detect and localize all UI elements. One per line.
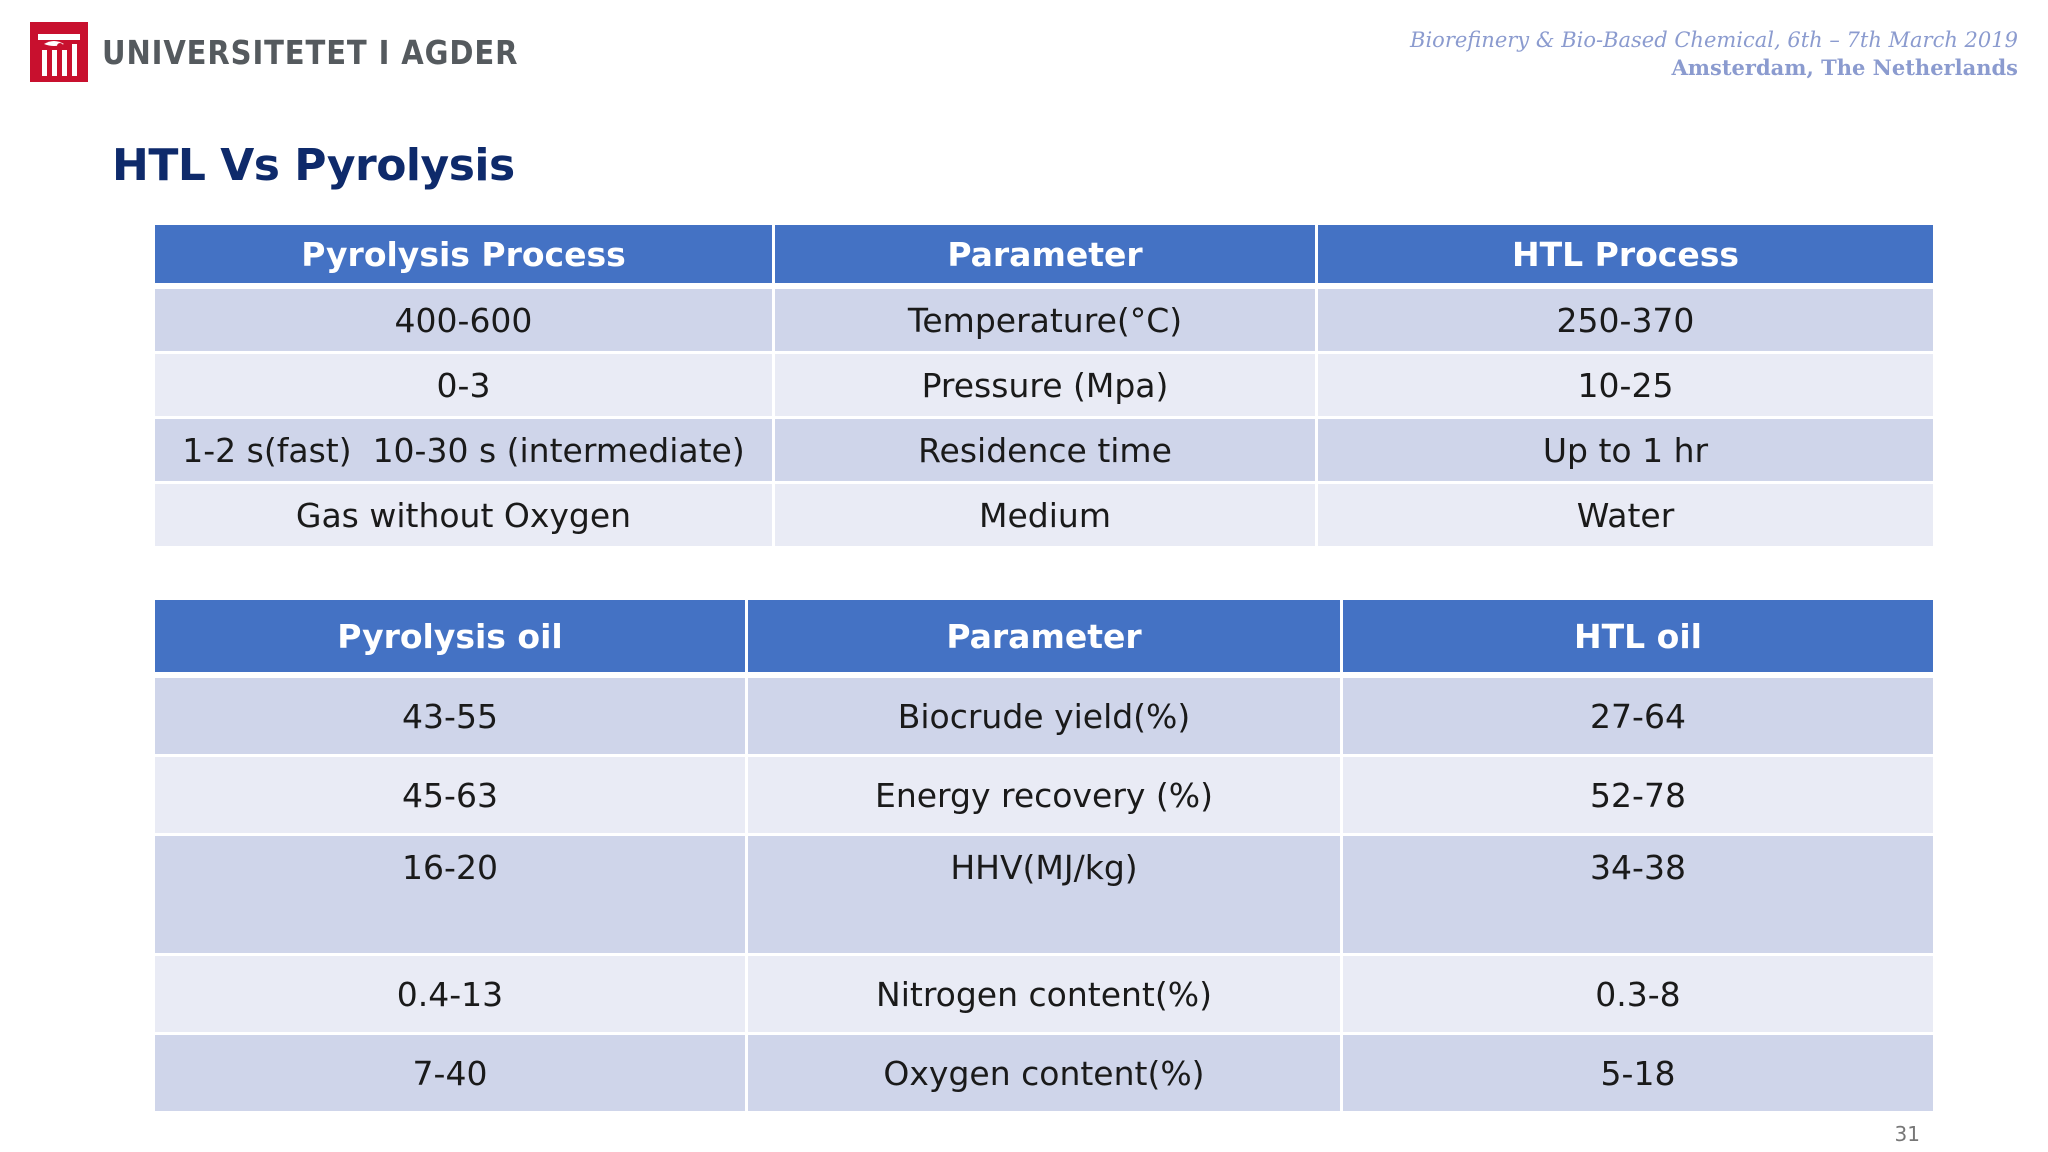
table-cell: 43-55 [155,678,745,754]
process-comparison-table [152,222,1936,549]
table-row [155,757,1933,833]
table-cell: 0.4-13 [155,956,745,1032]
conference-title: Biorefinery & Bio-Based Chemical, 6th – 7th March 2019 [1410,28,2018,52]
table-cell: 34-38 [1343,836,1933,953]
table-cell: Pressure (Mpa) [775,354,1315,416]
table-header-row [155,225,1933,286]
conference-location: Amsterdam, The Netherlands [1671,55,2018,80]
header-htl-process: HTL Process [1318,225,1933,286]
table-cell: HHV(MJ/kg) [748,836,1340,953]
table-row [155,289,1933,351]
uia-emblem-icon [30,22,88,82]
header-htl-oil: HTL oil [1343,600,1933,675]
table-cell: 0.3-8 [1343,956,1933,1032]
conference-header [1410,26,2018,82]
table-cell: 45-63 [155,757,745,833]
table-cell: Energy recovery (%) [748,757,1340,833]
table-cell: Oxygen content(%) [748,1035,1340,1111]
table-cell: Biocrude yield(%) [748,678,1340,754]
table-row [155,836,1933,953]
header-pyrolysis-process: Pyrolysis Process [155,225,772,286]
table-cell: 5-18 [1343,1035,1933,1111]
table-cell: Water [1318,484,1933,546]
slide-title: HTL Vs Pyrolysis [112,140,515,191]
logo-text: UNIVERSITETET I AGDER [102,32,519,72]
table-row [155,419,1933,481]
header-parameter: Parameter [775,225,1315,286]
table-row [155,678,1933,754]
header-parameter: Parameter [748,600,1340,675]
table-cell: 7-40 [155,1035,745,1111]
table-header-row [155,600,1933,675]
table-row [155,1035,1933,1111]
table-cell: 0-3 [155,354,772,416]
table-cell: 27-64 [1343,678,1933,754]
table-cell: Residence time [775,419,1315,481]
table-cell: Up to 1 hr [1318,419,1933,481]
header-pyrolysis-oil: Pyrolysis oil [155,600,745,675]
table-cell: Nitrogen content(%) [748,956,1340,1032]
table-row [155,354,1933,416]
table-cell: 10-25 [1318,354,1933,416]
table-cell: Temperature(°C) [775,289,1315,351]
university-logo [30,22,575,82]
table-cell: 400-600 [155,289,772,351]
table-row [155,956,1933,1032]
table-cell: 52-78 [1343,757,1933,833]
page-number: 31 [1894,1122,1920,1146]
oil-comparison-table [152,597,1936,1114]
table-cell: 250-370 [1318,289,1933,351]
table-cell: 16-20 [155,836,745,953]
table-cell: Gas without Oxygen [155,484,772,546]
table-cell: Medium [775,484,1315,546]
table-cell: 1-2 s(fast) 10-30 s (intermediate) [155,419,772,481]
table-row [155,484,1933,546]
